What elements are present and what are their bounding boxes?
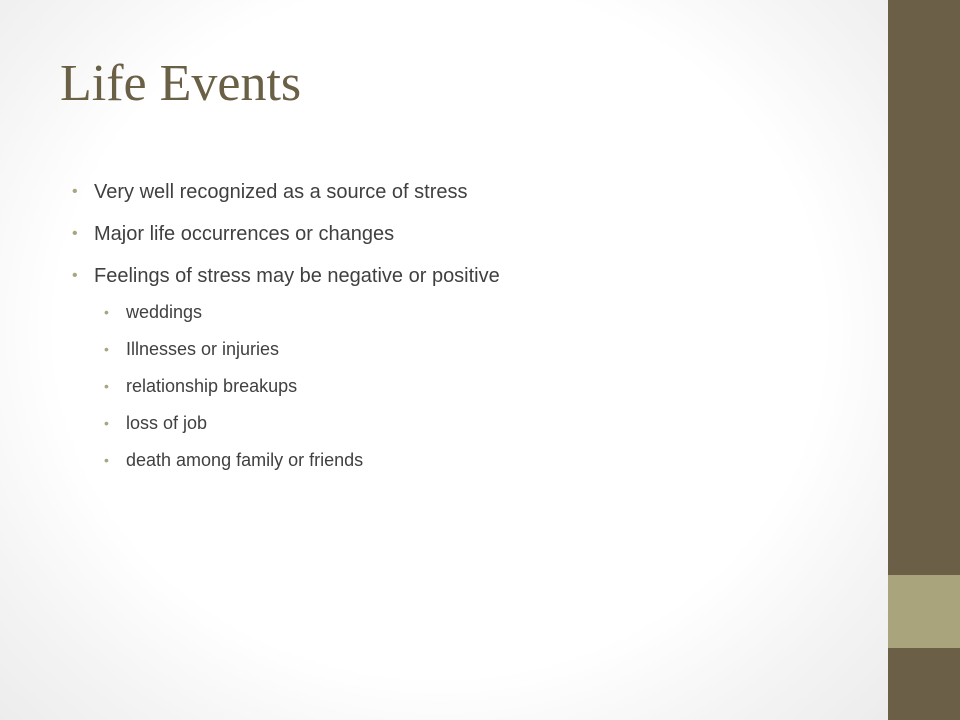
- side-bar-top-segment: [888, 0, 960, 575]
- sub-bullet-text: death among family or friends: [126, 450, 364, 470]
- sub-bullet-list: [104, 300, 852, 472]
- bullet-text: Major life occurrences or changes: [94, 223, 395, 245]
- bullet-icon: •: [72, 225, 78, 242]
- sub-bullet-item: [104, 411, 852, 435]
- bullet-icon: •: [72, 267, 78, 284]
- sub-bullet-item: [104, 448, 852, 472]
- side-bar-accent-segment: [888, 575, 960, 648]
- bullet-icon: •: [104, 452, 109, 468]
- bullet-icon: •: [104, 415, 109, 431]
- decorative-side-bar: [888, 0, 960, 720]
- bullet-icon: •: [104, 304, 109, 320]
- bullet-item: [72, 262, 852, 472]
- bullet-icon: •: [72, 183, 78, 200]
- side-bar-bottom-segment: [888, 648, 960, 720]
- bullet-item: [72, 220, 852, 248]
- bullet-text: Feelings of stress may be negative or positive: [94, 265, 500, 287]
- sub-bullet-text: relationship breakups: [126, 376, 298, 396]
- sub-bullet-item: [104, 300, 852, 324]
- bullet-text: Very well recognized as a source of stress: [94, 181, 468, 203]
- sub-bullet-item: [104, 374, 852, 398]
- bullet-icon: •: [104, 341, 109, 357]
- sub-bullet-item: [104, 337, 852, 361]
- bullet-item: [72, 178, 852, 206]
- sub-bullet-text: Illnesses or injuries: [126, 339, 280, 359]
- sub-bullet-text: weddings: [126, 302, 203, 322]
- bullet-icon: •: [104, 378, 109, 394]
- sub-bullet-text: loss of job: [126, 413, 208, 433]
- bullet-list: [72, 178, 852, 485]
- slide-title: Life Events: [60, 55, 302, 112]
